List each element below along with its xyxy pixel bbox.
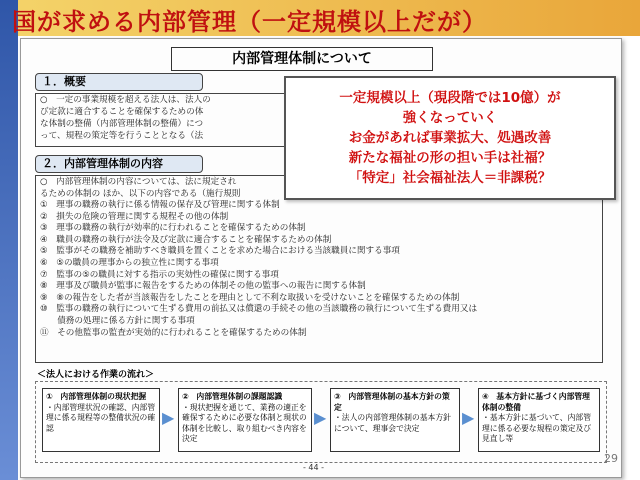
flow-step-body: ・基本方針に基づいて、内部管理に係る必要な規程の策定及び見直し等 <box>482 413 592 443</box>
arrow-right-icon: ▶ <box>162 408 175 427</box>
section1-line: び定款に適合することを確保するための体 <box>40 107 204 117</box>
flow-step-title: ① 内部管理体制の現状把握 <box>46 392 147 401</box>
flow-step-body: ・内部管理状況の確認、内部管理に係る規程等の整備状況の確認 <box>46 402 156 433</box>
list-item: ⑤ 監事がその職務を補助すべき職員を置くことを求めた場合における当該職員に関する事項 <box>40 246 400 257</box>
section1-heading: １．概要 <box>35 73 203 91</box>
list-item: ⑩ 監事の職務の執行について生ずる費用の前払又は償還の手続その他の当該職務の執行について生ずる費用又は <box>40 304 478 315</box>
section2-intro-line: るための体制の ほか、以下の内容である（施行規則 <box>40 189 241 199</box>
flow-title: ＜法人における作業の流れ＞ <box>37 370 155 380</box>
callout-line: 「特定」社会福祉法人＝非課税？ <box>348 170 552 186</box>
callout-line: 一定規模以上（現段階では10億）が <box>339 90 561 106</box>
callout-line: お金があれば事業拡大、処遇改善 <box>348 130 552 146</box>
flow-step-4 <box>478 388 600 452</box>
list-item: ③ 理事の職務の執行が効率的に行われることを確保するための体制 <box>40 223 306 234</box>
callout-line: 新たな福祉の形の担い手は社福？ <box>348 150 552 166</box>
section2-intro-line: ○ 内部管理体制の内容については、法に規定され <box>40 177 237 187</box>
document-page-number: - 44 - <box>303 463 325 472</box>
list-item: ⑦ 監事の⑤の職員に対する指示の実効性の確保に関する事項 <box>40 269 279 280</box>
flow-step-2 <box>178 388 312 452</box>
arrow-right-icon: ▶ <box>314 408 327 427</box>
flow-step-title: ③ 内部管理体制の基本方針の策定 <box>334 392 450 412</box>
list-item: ④ 職員の職務の執行が法令及び定款に適合することを確保するための体制 <box>40 234 332 245</box>
section1-line: って、規程の策定等を行うこととなる（法 <box>40 131 204 141</box>
list-item: ⑥ ⑤の職員の理事からの独立性に関する事項 <box>40 257 219 268</box>
list-item: ⑧ 理事及び職員が監事に報告をするための体制その他の監事への報告に関する体制 <box>40 281 366 292</box>
callout-box <box>284 76 616 200</box>
list-item: ⑪ その他監事の監査が実効的に行われることを確保するための体制 <box>40 327 307 338</box>
flow-step-title: ② 内部管理体制の課題認識 <box>182 392 283 401</box>
slide-title: 国が求める内部管理（一定規模以上だが） <box>12 8 487 36</box>
callout-line: 強くなっていく <box>402 110 498 126</box>
document-title: 内部管理体制について <box>171 47 433 71</box>
left-decoration-band <box>0 0 18 480</box>
list-item: 債務の処理に係る方針に関する事項 <box>40 315 195 326</box>
flow-step-1 <box>42 388 160 452</box>
list-item: ⑨ ⑧の報告をした者が当該報告をしたことを理由として不利な取扱いを受けないことを確保するための体制 <box>40 292 460 303</box>
flow-step-title: ④ 基本方針に基づく内部管理体制の整備 <box>482 392 590 412</box>
flow-step-body: ・現状把握を通じて、業務の適正を確保するために必要な体制と現状の体制を比較し、取り組むべき内容を決定 <box>182 402 307 443</box>
section1-line: な体制の整備（内部管理体制の整備）につ <box>40 119 204 129</box>
list-item: ① 理事の職務の執行に係る情報の保存及び管理に関する体制 <box>40 200 280 210</box>
arrow-right-icon: ▶ <box>462 408 475 427</box>
section2-heading: ２．内部管理体制の内容 <box>35 155 203 173</box>
section2-body <box>35 175 603 363</box>
list-item: ② 損失の危険の管理に関する規程その他の体制 <box>40 211 229 222</box>
flow-area <box>35 381 607 463</box>
flow-step-body: ・法人の内部管理体制の基本方針について、理事会で決定 <box>334 413 451 433</box>
section1-line: ○ 一定の事業規模を超える法人は、法人の <box>40 95 211 105</box>
flow-step-3 <box>330 388 460 452</box>
slide-number: 29 <box>604 452 618 465</box>
